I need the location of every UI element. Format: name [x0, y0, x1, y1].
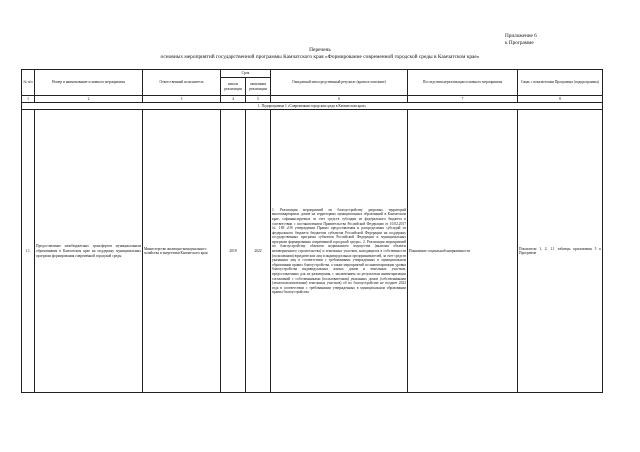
measures-table [21, 69, 603, 393]
section-title: 1. Подпрограмма 1 «Современная городская среда в Камчатском крае» [22, 103, 603, 110]
row-num: 1.1. [22, 110, 35, 393]
header-link: Связь с показателями Программы (подпрограммы) [518, 70, 603, 96]
appendix-line-1: Приложение 6 [505, 33, 537, 39]
header-result: Ожидаемый непосредственный результат (краткое описание) [271, 70, 408, 96]
title-line-2: основных мероприятий государственной программы Камчатского края «Формирование современной городской среды в Камчатском крае» [160, 54, 480, 60]
column-number-row [22, 96, 603, 103]
row-result: 1. Реализация мероприятий по благоустройству дворовых территорий многоквартирных домов на территориях муниципальных образований в Камчатском крае, софинансируемых за счет средств субсидии из федерального бюджета в соответствии с постановлением Правительства Российской Федерации от 10.02.2017 № 169 «Об утверждении Правил предоставления и распределения субсидий из федерального бюджета бюджетам субъектов Российской Федерации на поддержку государственных программ субъектов Российской Федерации и муниципальных программ формирования современной городской среды». 2. Реализация мероприятий по благоустройству объектов недвижимого имущества (включая объекты незавершенного строительства) и земельных участков, находящихся в собственности (пользовании) юридических лиц и индивидуальных предпринимателей, за счет средств указанных лиц в соответствии с требованиями утвержденных в муниципальном образовании правил благоустройства, а также мероприятий по инвентаризации уровня благоустройства индивидуальных жилых домов и земельных участков, предоставленных для их размещения, с заключением по результатам инвентаризации соглашений с собственниками (пользователями) указанных домов (собственниками (землепользователями) земельных участков) об их благоустройстве не позднее 2022 года в соответствии с требованиями утвержденных в муниципальном образовании правил благоустройства. [271, 110, 408, 393]
title-line-1: Перечень [309, 47, 331, 53]
header-term-end: окончания реализации [246, 78, 271, 96]
document-title [60, 47, 580, 61]
appendix-line-2: к Программе [505, 40, 534, 46]
column-number: 8 [518, 96, 603, 103]
column-number: 1 [22, 96, 35, 103]
row-start-year: 2018 [221, 110, 246, 393]
table-row [22, 110, 603, 393]
column-number: 3 [143, 96, 221, 103]
column-number: 6 [271, 96, 408, 103]
appendix-header [505, 33, 585, 47]
row-link: Показатели 1, 2, 1.1 таблицы приложения 5 к Программе [518, 110, 603, 393]
section-row [22, 103, 603, 110]
header-consequences: Последствия нереализации основного мероприятия [408, 70, 518, 96]
row-responsible: Министерство жилищно-коммунального хозяйства и энергетики Камчатского края [143, 110, 221, 393]
column-number: 7 [408, 96, 518, 103]
header-num: № п/п [22, 70, 35, 96]
row-end-year: 2022 [246, 110, 271, 393]
row-consequences: Понижение социальной напряженности [408, 110, 518, 393]
header-name: Номер и наименование основного мероприятия [35, 70, 143, 96]
column-number: 5 [246, 96, 271, 103]
column-number: 2 [35, 96, 143, 103]
header-responsible: Ответственный исполнитель [143, 70, 221, 96]
column-number: 4 [221, 96, 246, 103]
row-name: Предоставление межбюджетных трансфертов муниципальным образованиям в Камчатском крае на поддержку муниципальных программ формирования современной городской среды [35, 110, 143, 393]
header-term-start: начала реализации [221, 78, 246, 96]
header-term: Срок [221, 70, 271, 78]
